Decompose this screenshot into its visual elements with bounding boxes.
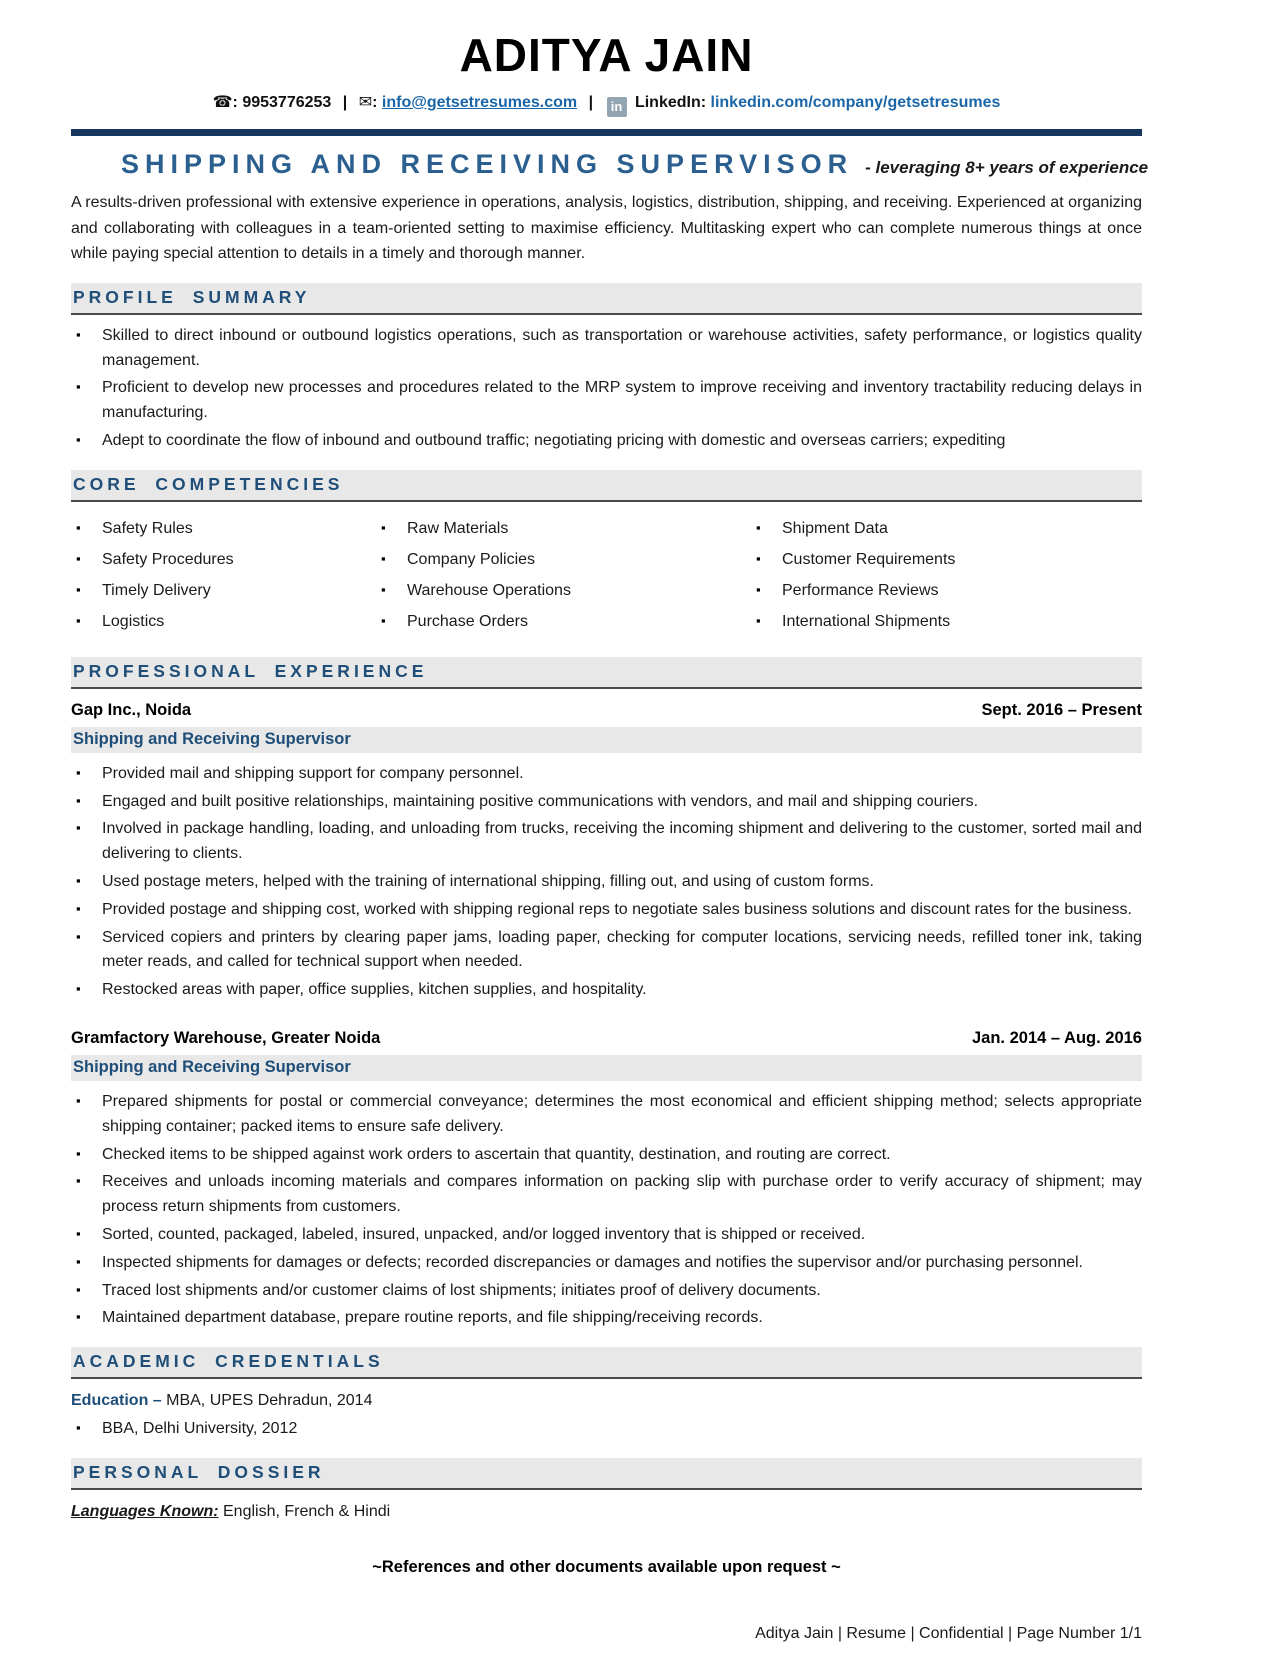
- competencies-column: [71, 517, 376, 641]
- contact-separator: |: [588, 94, 594, 111]
- competencies-column: [751, 517, 1142, 641]
- competency-item: ▪ International Shipments: [751, 610, 1142, 634]
- competency-item: ▪ Logistics: [71, 610, 376, 634]
- bullet-item: ▪ Used postage meters, helped with the training of international shipping, filling out, and using of custom forms.: [71, 870, 1142, 895]
- competency-item: ▪ Raw Materials: [376, 517, 751, 541]
- job-dates: Jan. 2014 – Aug. 2016: [972, 1028, 1142, 1047]
- bullet-item: ▪ Sorted, counted, packaged, labeled, insured, unpacked, and/or logged inventory that is shipped or received.: [71, 1223, 1142, 1248]
- email-prefix: :: [372, 94, 382, 111]
- bullet-item: ▪ Proficient to develop new processes and procedures related to the MRP system to improve receiving and inventory tractability reducing delays in manufacturing.: [71, 376, 1142, 426]
- bullet-item: ▪ Skilled to direct inbound or outbound logistics operations, such as transportation or warehouse activities, safety performance, or logistics quality management.: [71, 324, 1142, 374]
- job-title: SHIPPING AND RECEIVING SUPERVISOR: [121, 149, 854, 179]
- job-header: [71, 701, 1142, 720]
- profile-summary-list: [71, 324, 1142, 454]
- job-role: Shipping and Receiving Supervisor: [71, 727, 1142, 753]
- job-title-tagline: - leveraging 8+ years of experience: [865, 158, 1149, 177]
- bullet-item: ▪ Involved in package handling, loading, and unloading from trucks, receiving the incoming shipment and delivering to the customer, sorted mail and delivering to clients.: [71, 817, 1142, 867]
- section-heading-profile-summary: PROFILE SUMMARY: [71, 283, 1142, 315]
- bullet-item: ▪ Maintained department database, prepare routine reports, and file shipping/receiving records.: [71, 1306, 1142, 1331]
- competencies-grid: [71, 517, 1142, 641]
- linkedin-link[interactable]: linkedin.com/company/getsetresumes: [710, 94, 1001, 111]
- bullet-item: ▪ Restocked areas with paper, office supplies, kitchen supplies, and hospitality.: [71, 978, 1142, 1003]
- bullet-item: ▪ Provided mail and shipping support for company personnel.: [71, 762, 1142, 787]
- languages-label: Languages Known:: [71, 1502, 219, 1520]
- page-footer: Aditya Jain | Resume | Confidential | Page Number 1/1: [755, 1624, 1142, 1642]
- bullet-item: ▪ Checked items to be shipped against work orders to ascertain that quantity, destination, and routing are correct.: [71, 1143, 1142, 1168]
- competency-item: ▪ Performance Reviews: [751, 579, 1142, 603]
- education-value: MBA, UPES Dehradun, 2014: [161, 1392, 373, 1410]
- section-heading-academic-credentials: ACADEMIC CREDENTIALS: [71, 1347, 1142, 1379]
- bullet-item: ▪ Inspected shipments for damages or defects; recorded discrepancies or damages and notifies the supervisor and/or purchasing personnel.: [71, 1251, 1142, 1276]
- job-header: [71, 1029, 1142, 1048]
- linkedin-label: LinkedIn:: [634, 94, 707, 111]
- job-bullet-list: [71, 762, 1142, 1003]
- section-heading-personal-dossier: PERSONAL DOSSIER: [71, 1458, 1142, 1490]
- competency-item: ▪ Purchase Orders: [376, 610, 751, 634]
- competency-item: ▪ Safety Procedures: [71, 548, 376, 572]
- resume-title-row: [71, 149, 1149, 180]
- competency-item: ▪ Customer Requirements: [751, 548, 1142, 572]
- company-name: Gramfactory Warehouse, Greater Noida: [71, 1028, 381, 1047]
- job-dates: Sept. 2016 – Present: [981, 700, 1142, 719]
- bullet-item: ▪ Traced lost shipments and/or customer claims of lost shipments; initiates proof of delivery documents.: [71, 1279, 1142, 1304]
- job-bullet-list: [71, 1090, 1142, 1331]
- languages-line: [71, 1500, 1142, 1524]
- bullet-item: ▪ Engaged and built positive relationships, maintaining positive communications with vendors, and mail and shipping couriers.: [71, 790, 1142, 815]
- email-icon: ✉: [358, 94, 373, 111]
- bullet-item: ▪ Prepared shipments for postal or commercial conveyance; determines the most economical and efficient shipping method; selects appropriate shipping container; packed items to ensure safe delivery.: [71, 1090, 1142, 1140]
- bullet-item: ▪ Adept to coordinate the flow of inbound and outbound traffic; negotiating pricing with domestic and overseas carriers; expediting: [71, 429, 1142, 454]
- company-name: Gap Inc., Noida: [71, 700, 192, 719]
- education-label: Education –: [71, 1392, 162, 1410]
- phone-icon: ☎: [212, 94, 233, 111]
- linkedin-icon: in: [607, 97, 627, 117]
- references-note: ~References and other documents available upon request ~: [372, 1557, 841, 1576]
- section-heading-professional-experience: PROFESSIONAL EXPERIENCE: [71, 657, 1142, 689]
- competencies-column: [376, 517, 751, 641]
- candidate-name: ADITYA JAIN: [459, 29, 754, 81]
- section-heading-core-competencies: CORE COMPETENCIES: [71, 470, 1142, 502]
- competency-item: ▪ Timely Delivery: [71, 579, 376, 603]
- header-divider: [71, 129, 1142, 136]
- bullet-item: ▪ Serviced copiers and printers by clearing paper jams, loading paper, checking for computer locations, servicing needs, refilled toner ink, taking meter reads, and called for technical support when needed.: [71, 926, 1142, 976]
- bullet-item: ▪ Provided postage and shipping cost, worked with shipping regional reps to negotiate sales business solutions and discount rates for the business.: [71, 898, 1142, 923]
- competency-item: ▪ Shipment Data: [751, 517, 1142, 541]
- email-link[interactable]: info@getsetresumes.com: [381, 94, 578, 111]
- bullet-item: ▪ BBA, Delhi University, 2012: [71, 1417, 1142, 1442]
- education-bullet-list: [71, 1417, 1142, 1442]
- phone-number: : 9953776253: [232, 94, 332, 111]
- competency-item: ▪ Company Policies: [376, 548, 751, 572]
- intro-paragraph: A results-driven professional with extensive experience in operations, analysis, logistics, distribution, shipping, and receiving. Experienced at organizing and collaborating with colleagues in a team-oriented setting to maximise efficiency. Multitasking expert who can complete numerous things at once while paying special attention to details in a timely and thorough manner.: [71, 194, 1142, 263]
- bullet-item: ▪ Receives and unloads incoming materials and compares information on packing slip with purchase order to verify accuracy of shipment; may process return shipments from customers.: [71, 1170, 1142, 1220]
- education-line: [71, 1389, 1142, 1413]
- contact-separator: |: [342, 94, 348, 111]
- job-role: Shipping and Receiving Supervisor: [71, 1055, 1142, 1081]
- contact-line: [71, 92, 1142, 117]
- languages-value: English, French & Hindi: [218, 1502, 391, 1520]
- competency-item: ▪ Safety Rules: [71, 517, 376, 541]
- competency-item: ▪ Warehouse Operations: [376, 579, 751, 603]
